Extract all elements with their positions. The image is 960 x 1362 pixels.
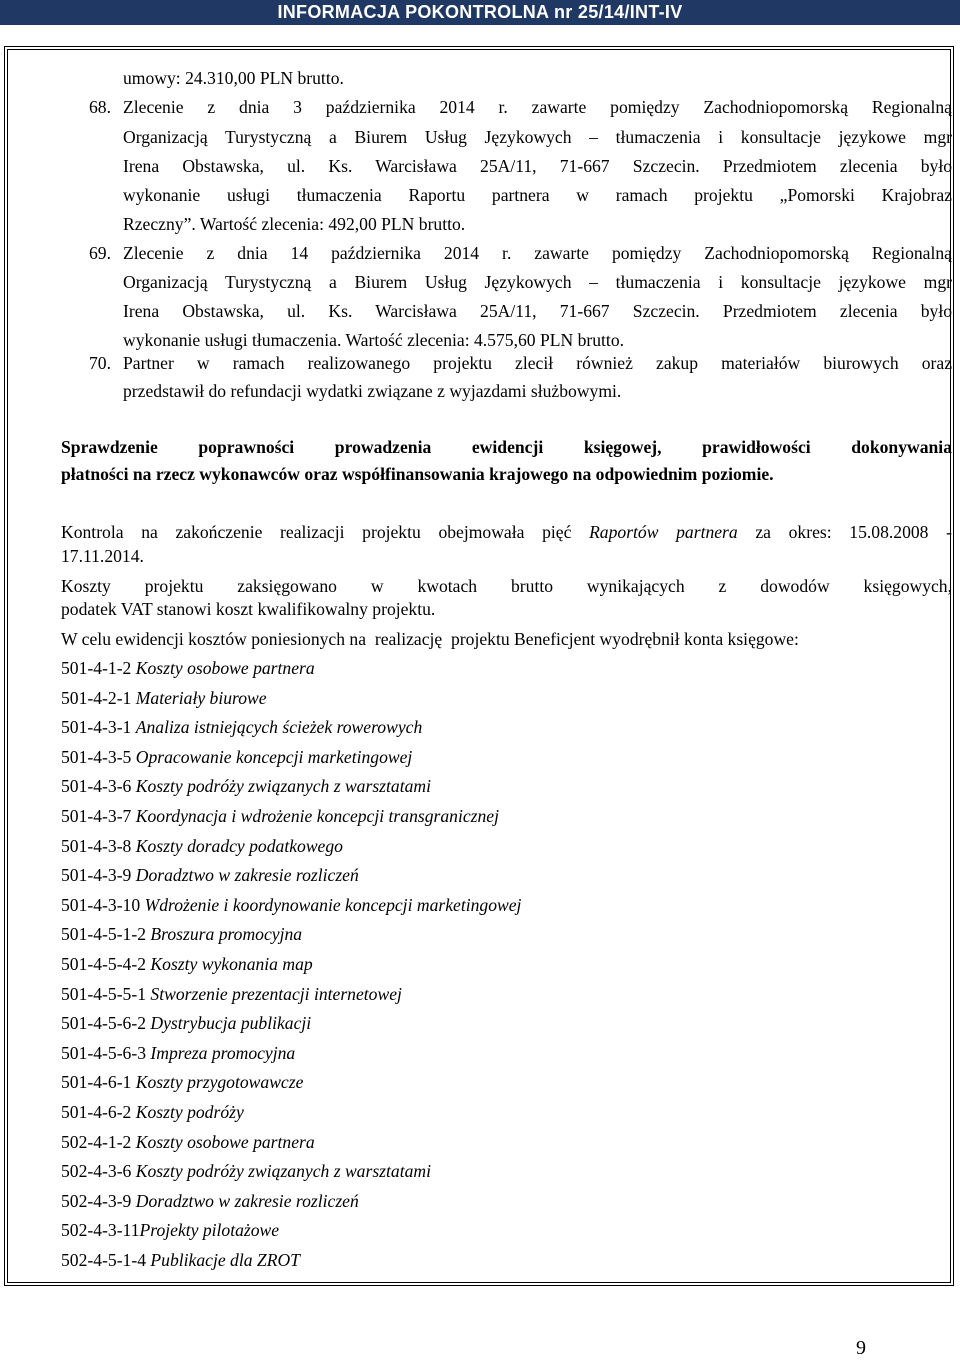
account-label: Koszty przygotowawcze <box>135 1072 304 1092</box>
list-item-line: Organizacją Turystyczną a Biurem Usług Językowych – tłumaczenia i konsultacje językowe mgr <box>123 127 952 147</box>
document-header <box>0 0 960 25</box>
account-entry <box>61 1220 279 1241</box>
account-code: 502-4-1-2 <box>61 1132 132 1152</box>
account-code: 501-4-3-10 <box>61 895 141 915</box>
account-label: Stworzenie prezentacji internetowej <box>150 984 402 1004</box>
account-code: 501-4-3-9 <box>61 865 132 885</box>
paragraph-accounts-intro: W celu ewidencji kosztów poniesionych na realizację projektu Beneficjent wyodrębnił konta księgowe: <box>61 629 799 649</box>
account-label: Analiza istniejących ścieżek rowerowych <box>135 717 423 737</box>
account-entry <box>61 1161 431 1182</box>
account-entry <box>61 1072 303 1093</box>
paragraph-report-period-end: 17.11.2014. <box>61 546 144 566</box>
account-code: 501-4-6-1 <box>61 1072 132 1092</box>
account-label: Doradztwo w zakresie rozliczeń <box>135 865 359 885</box>
account-code: 502-4-5-1-4 <box>61 1250 147 1270</box>
account-label: Koszty osobowe partnera <box>135 1132 315 1152</box>
account-entry <box>61 717 422 738</box>
account-code: 501-4-3-7 <box>61 806 132 826</box>
account-code: 501-4-3-5 <box>61 747 132 767</box>
account-label: Impreza promocyjna <box>150 1043 296 1063</box>
account-entry <box>61 895 521 916</box>
account-code: 501-4-2-1 <box>61 688 132 708</box>
paragraph-costs: podatek VAT stanowi koszt kwalifikowalny projektu. <box>61 599 436 619</box>
list-continuation: umowy: 24.310,00 PLN brutto. <box>123 68 344 88</box>
list-item-line: Organizacją Turystyczną a Biurem Usług Językowych – tłumaczenia i konsultacje językowe mgr <box>123 272 952 292</box>
account-entry <box>61 747 412 768</box>
list-item-line: Zlecenie z dnia 14 października 2014 r. zawarte pomiędzy Zachodniopomorską Regionalną <box>123 243 952 263</box>
account-label: Koszty podróży związanych z warsztatami <box>135 1161 431 1181</box>
section-heading: płatności na rzecz wykonawców oraz współfinansowania krajowego na odpowiednim poziomie. <box>61 464 774 484</box>
account-entry <box>61 836 343 857</box>
account-label: Koszty osobowe partnera <box>135 658 315 678</box>
account-entry <box>61 954 313 975</box>
account-label: Koszty podróży <box>135 1102 244 1122</box>
account-label: Broszura promocyjna <box>150 924 303 944</box>
account-label: Koszty doradcy podatkowego <box>135 836 343 856</box>
account-code: 501-4-5-1-2 <box>61 924 147 944</box>
account-label: Materiały biurowe <box>135 688 267 708</box>
account-entry <box>61 1191 359 1212</box>
list-item-line: Partner w ramach realizowanego projektu zlecił również zakup materiałów biurowych oraz <box>123 353 952 373</box>
account-label: Doradztwo w zakresie rozliczeń <box>135 1191 359 1211</box>
account-label: Dystrybucja publikacji <box>150 1013 312 1033</box>
section-heading: Sprawdzenie poprawności prowadzenia ewidencji księgowej, prawidłowości dokonywania <box>61 437 952 457</box>
account-entry <box>61 1250 300 1271</box>
list-item-number: 69. <box>89 243 111 263</box>
account-entry <box>61 688 267 709</box>
document-header-title: INFORMACJA POKONTROLNA nr 25/14/INT-IV <box>277 2 683 22</box>
account-code: 501-4-5-5-1 <box>61 984 147 1004</box>
account-entry <box>61 984 402 1005</box>
account-label: Publikacje dla ZROT <box>150 1250 300 1270</box>
list-item-number: 70. <box>89 353 111 373</box>
list-item-line: przedstawił do refundacji wydatki związane z wyjazdami służbowymi. <box>123 381 622 401</box>
account-entry <box>61 1102 244 1123</box>
account-entry <box>61 924 302 945</box>
account-entry <box>61 1132 315 1153</box>
account-label: Koszty wykonania map <box>150 954 313 974</box>
account-code: 501-4-5-4-2 <box>61 954 147 974</box>
account-entry <box>61 806 499 827</box>
account-code: 501-4-1-2 <box>61 658 132 678</box>
account-code: 501-4-3-6 <box>61 776 132 796</box>
account-entry <box>61 658 315 679</box>
page-number: 9 <box>856 1337 866 1359</box>
list-item-number: 68. <box>89 97 111 117</box>
account-code: 502-4-3-6 <box>61 1161 132 1181</box>
account-label: Wdrożenie i koordynowanie koncepcji marketingowej <box>144 895 522 915</box>
account-code: 501-4-3-1 <box>61 717 132 737</box>
list-item-line: wykonanie usługi tłumaczenia Raportu partnera w ramach projektu „Pomorski Krajobraz <box>123 185 952 205</box>
list-item-line: Irena Obstawska, ul. Ks. Warcisława 25A/11, 71-667 Szczecin. Przedmiotem zlecenia było <box>123 156 952 176</box>
account-entry <box>61 865 359 886</box>
list-item-line: Irena Obstawska, ul. Ks. Warcisława 25A/11, 71-667 Szczecin. Przedmiotem zlecenia było <box>123 301 952 321</box>
account-code: 501-4-5-6-3 <box>61 1043 147 1063</box>
list-item-line: wykonanie usługi tłumaczenia. Wartość zlecenia: 4.575,60 PLN brutto. <box>123 330 625 350</box>
account-entry <box>61 1043 295 1064</box>
list-item-line: Rzeczny”. Wartość zlecenia: 492,00 PLN brutto. <box>123 214 466 234</box>
account-code: 502-4-3-11 <box>61 1220 140 1240</box>
account-entry <box>61 776 431 797</box>
paragraph-costs: Koszty projektu zaksięgowano w kwotach brutto wynikających z dowodów księgowych, <box>61 576 952 596</box>
account-code: 501-4-3-8 <box>61 836 132 856</box>
account-code: 501-4-5-6-2 <box>61 1013 147 1033</box>
account-label: Projekty pilotażowe <box>139 1220 280 1240</box>
account-label: Opracowanie koncepcji marketingowej <box>135 747 413 767</box>
account-label: Koszty podróży związanych z warsztatami <box>135 776 431 796</box>
account-code: 502-4-3-9 <box>61 1191 132 1211</box>
list-item-line: Zlecenie z dnia 3 października 2014 r. zawarte pomiędzy Zachodniopomorską Regionalną <box>123 97 952 117</box>
report-name: Raportów partnera <box>589 522 738 542</box>
account-code: 501-4-6-2 <box>61 1102 132 1122</box>
paragraph-report-period: Kontrola na zakończenie realizacji projektu obejmowała pięć Raportów partnera za okres: 15.08.2008 - <box>61 522 952 542</box>
account-entry <box>61 1013 311 1034</box>
account-label: Koordynacja i wdrożenie koncepcji transgranicznej <box>135 806 499 826</box>
